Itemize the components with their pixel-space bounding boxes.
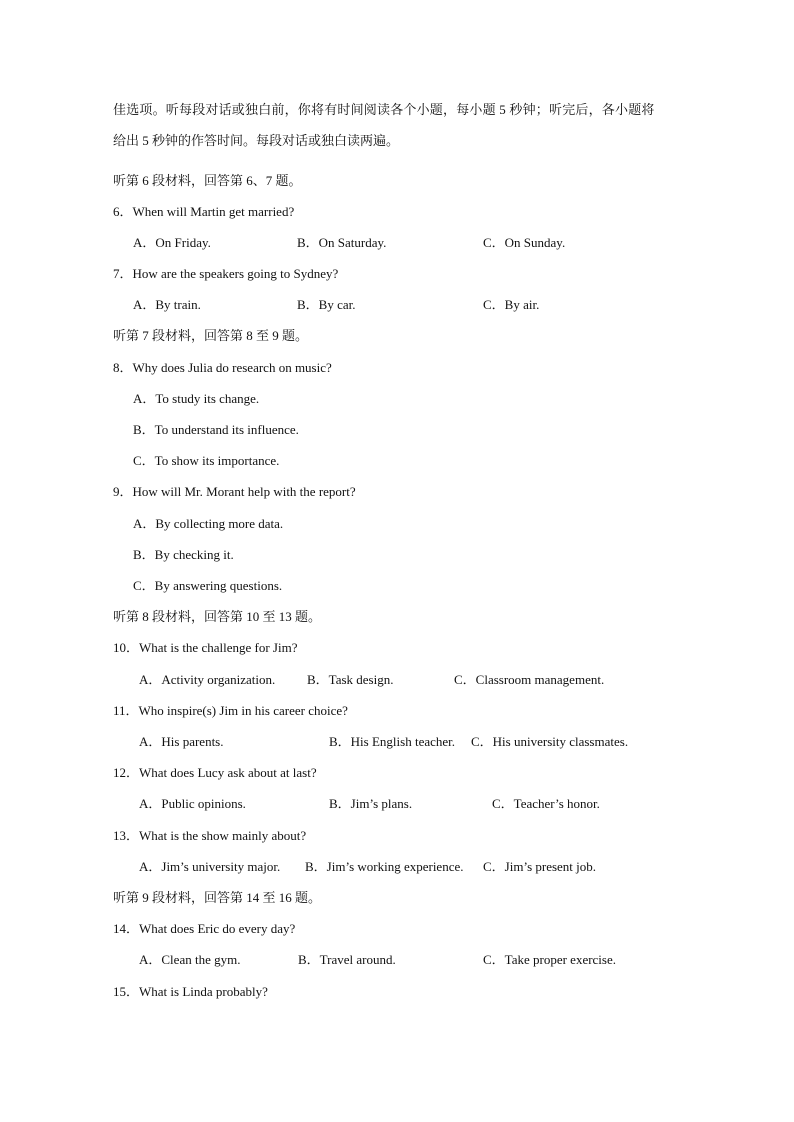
instructions-line-2: 给出 5 秒钟的作答时间。每段对话或独白读两遍。 [113, 133, 400, 148]
section-heading-7: 听第 7 段材料，回答第 8 至 9 题。 [113, 328, 309, 343]
instructions-line-1: 佳选项。听每段对话或独白前，你将有时间阅读各个小题，每小题 5 秒钟；听完后，各小题将 [113, 102, 655, 117]
question-stem-12: 12．What does Lucy ask about at last? [113, 765, 317, 780]
option-7c: C．By air. [483, 297, 540, 312]
question-stem-8: 8．Why does Julia do research on music? [113, 360, 332, 375]
option-10a: A．Activity organization. [139, 672, 276, 687]
option-14a: A．Clean the gym. [139, 952, 241, 967]
option-10c: C．Classroom management. [454, 672, 605, 687]
question-stem-9: 9．How will Mr. Morant help with the report? [113, 484, 356, 499]
option-13b: B．Jim’s working experience. [305, 859, 464, 874]
option-11b: B．His English teacher. [329, 734, 456, 749]
option-8b: B．To understand its influence. [133, 422, 299, 437]
option-10b: B．Task design. [307, 672, 394, 687]
question-stem-14: 14．What does Eric do every day? [113, 921, 296, 936]
option-14b: B．Travel around. [298, 952, 396, 967]
option-8a: A．To study its change. [133, 391, 260, 406]
question-stem-6: 6．When will Martin get married? [113, 204, 295, 219]
option-9c: C．By answering questions. [133, 578, 283, 593]
question-stem-15: 15．What is Linda probably? [113, 984, 268, 999]
option-11a: A．His parents. [139, 734, 224, 749]
question-stem-10: 10．What is the challenge for Jim? [113, 640, 298, 655]
option-12b: B．Jim’s plans. [329, 796, 413, 811]
question-stem-11: 11．Who inspire(s) Jim in his career choice? [113, 703, 348, 718]
section-heading-9: 听第 9 段材料，回答第 14 至 16 题。 [113, 890, 322, 905]
option-9b: B．By checking it. [133, 547, 234, 562]
section-heading-6: 听第 6 段材料，回答第 6、7 题。 [113, 173, 302, 188]
option-6c: C．On Sunday. [483, 235, 566, 250]
question-stem-7: 7．How are the speakers going to Sydney? [113, 266, 339, 281]
option-12a: A．Public opinions. [139, 796, 246, 811]
option-14c: C．Take proper exercise. [483, 952, 617, 967]
question-stem-13: 13．What is the show mainly about? [113, 828, 307, 843]
option-9a: A．By collecting more data. [133, 516, 284, 531]
option-8c: C．To show its importance. [133, 453, 280, 468]
option-13c: C．Jim’s present job. [483, 859, 597, 874]
option-7b: B．By car. [297, 297, 356, 312]
option-13a: A．Jim’s university major. [139, 859, 281, 874]
option-6b: B．On Saturday. [297, 235, 387, 250]
option-6a: A．On Friday. [133, 235, 211, 250]
option-12c: C．Teacher’s honor. [492, 796, 600, 811]
section-heading-8: 听第 8 段材料，回答第 10 至 13 题。 [113, 609, 322, 624]
option-7a: A．By train. [133, 297, 201, 312]
option-11c: C．His university classmates. [471, 734, 629, 749]
